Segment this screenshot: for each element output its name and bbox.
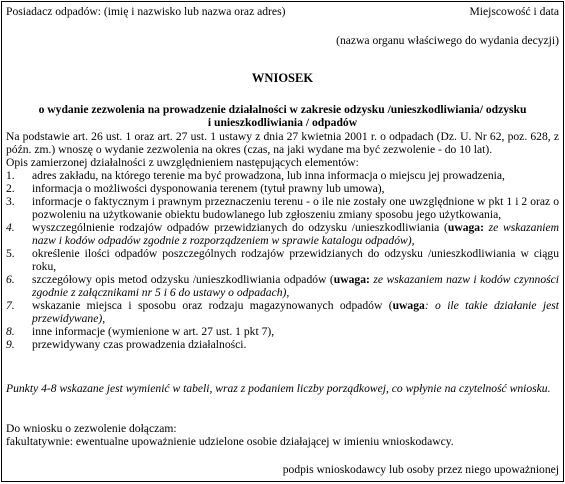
- item-number: 3.: [6, 195, 15, 208]
- signature-label: podpis wnioskodawcy lub osoby przez niego upoważnionej: [282, 463, 559, 476]
- intro-paragraph: Na podstawie art. 26 ust. 1 oraz art. 27 ust. 1 ustawy z dnia 27 kwietnia 2001 r. o odpadach (Dz. U. Nr 62, poz. 628, z późn. zm.) wnoszę o wydanie zezwolenia na okres (czas, na jaki wydane ma być zezwolenie - do 10 lat).: [6, 130, 559, 156]
- item-number: 4.: [6, 221, 15, 234]
- document-subtitle-line1: o wydanie zezwolenia na prowadzenie działalności w zakresie odzysku /unieszkodliwiania/ odzysku: [38, 103, 527, 116]
- item-number: 6.: [6, 273, 15, 286]
- authority-label: (nazwa organu właściwego do wydania decyzji): [336, 34, 559, 47]
- application-form: [1, 1, 564, 482]
- item-number: 9.: [6, 338, 15, 351]
- table-recommendation-note: Punkty 4-8 wskazane jest wymienić w tabeli, wraz z podaniem liczby porządkowej, co wpłynie na czytelność wniosku.: [6, 382, 551, 395]
- item-text: informacje o faktycznym i prawnym przeznaczeniu terenu - o ile nie zostały one uwzględnione w pkt 1 i 2 oraz o pozwoleniu na użytkowanie obiektu budowlanego lub zgłoszeniu zmiany sposobu jego użytkowania,: [32, 195, 559, 221]
- item-text: szczegółowy opis metod odzysku /unieszkodliwiania odpadów: [32, 273, 327, 286]
- list-item: [6, 325, 559, 338]
- waste-holder-label: Posiadacz odpadów: (imię i nazwisko lub nazwa oraz adres): [6, 5, 286, 18]
- list-item: 7. wskazanie miejsca i sposobu oraz rodzaju magazynowanych odpadów (uwaga: o ile takie działanie jest przewidywane),: [6, 299, 559, 325]
- item-note-label: uwaga:: [333, 273, 370, 286]
- item-number: 1.: [6, 169, 15, 182]
- list-item: [6, 182, 559, 195]
- item-number: 5.: [6, 247, 15, 260]
- attachments-optional: fakultatywnie: ewentualne upoważnienie udzielone osobie działającej w imieniu wnioskodawcy.: [6, 435, 454, 448]
- document-subtitle-line2: i unieszkodliwiania / odpadów: [207, 116, 358, 129]
- list-item: [6, 338, 559, 351]
- item-note-label: uwaga: [392, 299, 425, 312]
- list-item: 6. szczegółowy opis metod odzysku /unieszkodliwiania odpadów (uwaga: ze wskazaniem nazw i kodów czynności zgodnie z załącznikami nr 5 i 6 do ustawy o odpadach),: [6, 273, 559, 299]
- list-intro: Opis zamierzonej działalności z uwzględnieniem następujących elementów:: [6, 156, 359, 169]
- item-note-text: ze wskazaniem nazw i kodów odpadów zgodnie z rozporządzeniem w sprawie katalogu odpadów),: [32, 221, 560, 247]
- item-note-text: : o ile takie działanie jest przewidywane),: [32, 299, 559, 325]
- item-text: informacja o możliwości dysponowania terenem (tytuł prawny lub umowa),: [32, 182, 385, 195]
- item-note-label: uwaga:: [447, 221, 484, 234]
- elements-list: [6, 169, 559, 351]
- list-item: [6, 247, 559, 273]
- list-item: [6, 195, 559, 221]
- item-text: określenie ilości odpadów poszczególnych rodzajów przewidzianych do odzysku /unieszkodliwiania w ciągu roku,: [32, 247, 559, 273]
- item-number: 2.: [6, 182, 15, 195]
- list-item: [6, 169, 559, 182]
- item-note-text: ze wskazaniem nazw i kodów czynności zgodnie z załącznikami nr 5 i 6 do ustawy o odpadach),: [32, 273, 559, 299]
- place-date-label: Miejscowość i data: [469, 5, 559, 18]
- item-text: adres zakładu, na którego terenie ma być prowadzona, lub inna informacja o miejscu jej prowadzenia,: [32, 169, 505, 182]
- document-title: WNIOSEK: [251, 71, 314, 85]
- item-text: inne informacje (wymienione w art. 27 ust. 1 pkt 7),: [32, 325, 275, 338]
- item-text: przewidywany czas prowadzenia działalności.: [32, 338, 247, 351]
- item-number: 7.: [6, 299, 15, 312]
- item-text: wyszczególnienie rodzajów odpadów przewidzianych do odzysku /unieszkodliwiania: [32, 221, 440, 234]
- item-number: 8.: [6, 325, 15, 338]
- attachments-heading: Do wniosku o zezwolenie dołączam:: [6, 422, 177, 435]
- item-text: wskazanie miejsca i sposobu oraz rodzaju magazynowanych odpadów: [32, 299, 383, 312]
- list-item: 4. wyszczególnienie rodzajów odpadów przewidzianych do odzysku /unieszkodliwiania (uwaga: ze wskazaniem nazw i kodów odpadów zgodnie z rozporządzeniem w sprawie katalogu odpadów),: [6, 221, 560, 247]
